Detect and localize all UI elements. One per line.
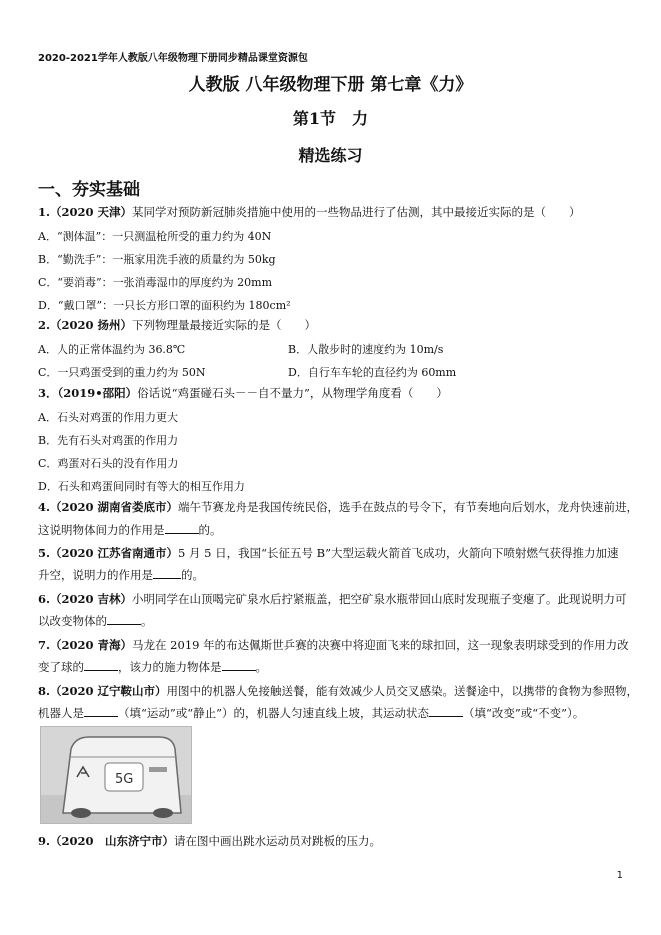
option-d: D．自行车车轮的直径约为 60mm bbox=[288, 366, 457, 379]
question-source: （2019•邵阳） bbox=[57, 386, 138, 400]
answer-blank[interactable] bbox=[165, 521, 199, 534]
question-number: 9. bbox=[38, 834, 51, 848]
option-b: B．“勤洗手”：一瓶家用洗手液的质量约为 50kg bbox=[38, 253, 276, 266]
question-text: 下列物理量最接近实际的是（ ） bbox=[132, 318, 317, 332]
option-b: B．人散步时的速度约为 10m/s bbox=[288, 343, 444, 356]
question-4 bbox=[38, 498, 638, 517]
question-text: 马龙在 2019 年的布达佩斯世乒赛的决赛中将迎面飞来的球扣回，这一现象表明球受到的作用力改 bbox=[132, 638, 629, 652]
question-text: 某同学对预防新冠肺炎措施中使用的一些物品进行了估测，其中最接近实际的是（ ） bbox=[132, 205, 581, 219]
question-6 bbox=[38, 590, 627, 609]
question-text: 俗话说“鸡蛋碰石头－－自不量力”，从物理学角度看（ ） bbox=[137, 386, 448, 400]
question-text: 。 bbox=[141, 614, 153, 628]
answer-blank[interactable] bbox=[222, 658, 256, 671]
question-source: （2020 辽宁鞍山市） bbox=[50, 684, 167, 698]
question-text: （填“改变”或“不变”）。 bbox=[463, 706, 585, 720]
header-note: 2020-2021学年人教版八年级物理下册同步精品课堂资源包 bbox=[38, 53, 308, 64]
question-number: 1. bbox=[38, 205, 51, 219]
question-2 bbox=[38, 316, 316, 335]
question-text: 升空，说明力的作用是 bbox=[38, 568, 153, 582]
question-5-line-2 bbox=[38, 566, 204, 585]
option-b: B．先有石头对鸡蛋的作用力 bbox=[38, 434, 179, 447]
question-text: 5 月 5 日，我国“长征五号 B”大型运载火箭首飞成功，火箭向下喷射燃气获得推力加速 bbox=[178, 546, 619, 560]
question-source: （2020 天津） bbox=[50, 205, 133, 219]
question-number: 5. bbox=[38, 546, 51, 560]
question-8-line-2 bbox=[38, 704, 584, 723]
question-number: 4. bbox=[38, 500, 51, 514]
question-text: 以改变物体的 bbox=[38, 614, 107, 628]
question-text: 这说明物体间力的作用是 bbox=[38, 523, 165, 537]
question-text: 端午节赛龙舟是我国传统民俗，选手在鼓点的号令下，有节奏地向后划水，龙舟快速前进， bbox=[178, 500, 639, 514]
question-text: 的。 bbox=[181, 568, 204, 582]
answer-blank[interactable] bbox=[107, 612, 141, 625]
question-7 bbox=[38, 636, 629, 655]
question-text: 用图中的机器人免接触送餐，能有效减少人员交叉感染。送餐途中，以携带的食物为参照物， bbox=[166, 684, 639, 698]
question-source: （2020 山东济宁市） bbox=[50, 834, 175, 848]
question-1 bbox=[38, 203, 581, 222]
question-7-line-2 bbox=[38, 658, 267, 677]
question-text: 小明同学在山顶喝完矿泉水后拧紧瓶盖，把空矿泉水瓶带回山底时发现瓶子变瘪了。此现说明力可 bbox=[132, 592, 627, 606]
document-title: 人教版 八年级物理下册 第七章《力》 bbox=[188, 75, 473, 95]
answer-blank[interactable] bbox=[429, 704, 463, 717]
question-text: 请在图中画出跳水运动员对跳板的压力。 bbox=[174, 834, 382, 848]
exercise-title: 精选练习 bbox=[298, 146, 363, 165]
question-text: 的。 bbox=[198, 523, 222, 537]
question-source: （2020 江苏省南通市） bbox=[50, 546, 179, 560]
page-number: 1 bbox=[616, 870, 623, 881]
question-text: 机器人是 bbox=[38, 706, 84, 720]
option-c: C．鸡蛋对石头的没有作用力 bbox=[38, 457, 179, 470]
question-text: 。 bbox=[255, 660, 267, 674]
question-number: 3． bbox=[38, 386, 58, 400]
question-source: （2020 湖南省娄底市） bbox=[50, 500, 179, 514]
question-4-line-2 bbox=[38, 521, 222, 540]
section-title: 第1节 力 bbox=[292, 109, 369, 128]
answer-blank[interactable] bbox=[153, 566, 181, 579]
option-c: C．一只鸡蛋受到的重力约为 50N bbox=[38, 366, 206, 379]
question-8 bbox=[38, 682, 638, 701]
question-text: 变了球的 bbox=[38, 660, 84, 674]
question-6-line-2 bbox=[38, 612, 153, 631]
option-a: A．石头对鸡蛋的作用力更大 bbox=[38, 411, 178, 424]
robot-label: 5G bbox=[115, 772, 134, 787]
option-d: D．石头和鸡蛋间同时有等大的相互作用力 bbox=[38, 480, 245, 493]
question-number: 7. bbox=[38, 638, 51, 652]
option-c: C．“要消毒”：一张消毒湿巾的厚度约为 20mm bbox=[38, 276, 273, 289]
question-number: 8. bbox=[38, 684, 51, 698]
question-number: 6. bbox=[38, 592, 51, 606]
option-d: D．“戴口罩”：一只长方形口罩的面积约为 180cm² bbox=[38, 299, 291, 312]
robot-drawing bbox=[41, 727, 191, 823]
question-text: （填“运动”或“静止”）的，机器人匀速直线上坡，其运动状态 bbox=[118, 706, 430, 720]
question-source: （2020 吉林） bbox=[50, 592, 133, 606]
option-a: A．“测体温”：一只测温枪所受的重力约为 40N bbox=[38, 230, 272, 243]
answer-blank[interactable] bbox=[84, 658, 118, 671]
question-9 bbox=[38, 832, 381, 851]
question-source: （2020 青海） bbox=[50, 638, 133, 652]
answer-blank[interactable] bbox=[84, 704, 118, 717]
delivery-robot-image bbox=[40, 726, 192, 824]
question-text: ，该力的施力物体是 bbox=[118, 660, 222, 674]
question-3 bbox=[38, 384, 448, 403]
question-source: （2020 扬州） bbox=[50, 318, 133, 332]
question-number: 2. bbox=[38, 318, 51, 332]
section-heading: 一、夯实基础 bbox=[38, 180, 140, 200]
option-a: A．人的正常体温约为 36.8℃ bbox=[38, 343, 186, 356]
question-5 bbox=[38, 544, 619, 563]
